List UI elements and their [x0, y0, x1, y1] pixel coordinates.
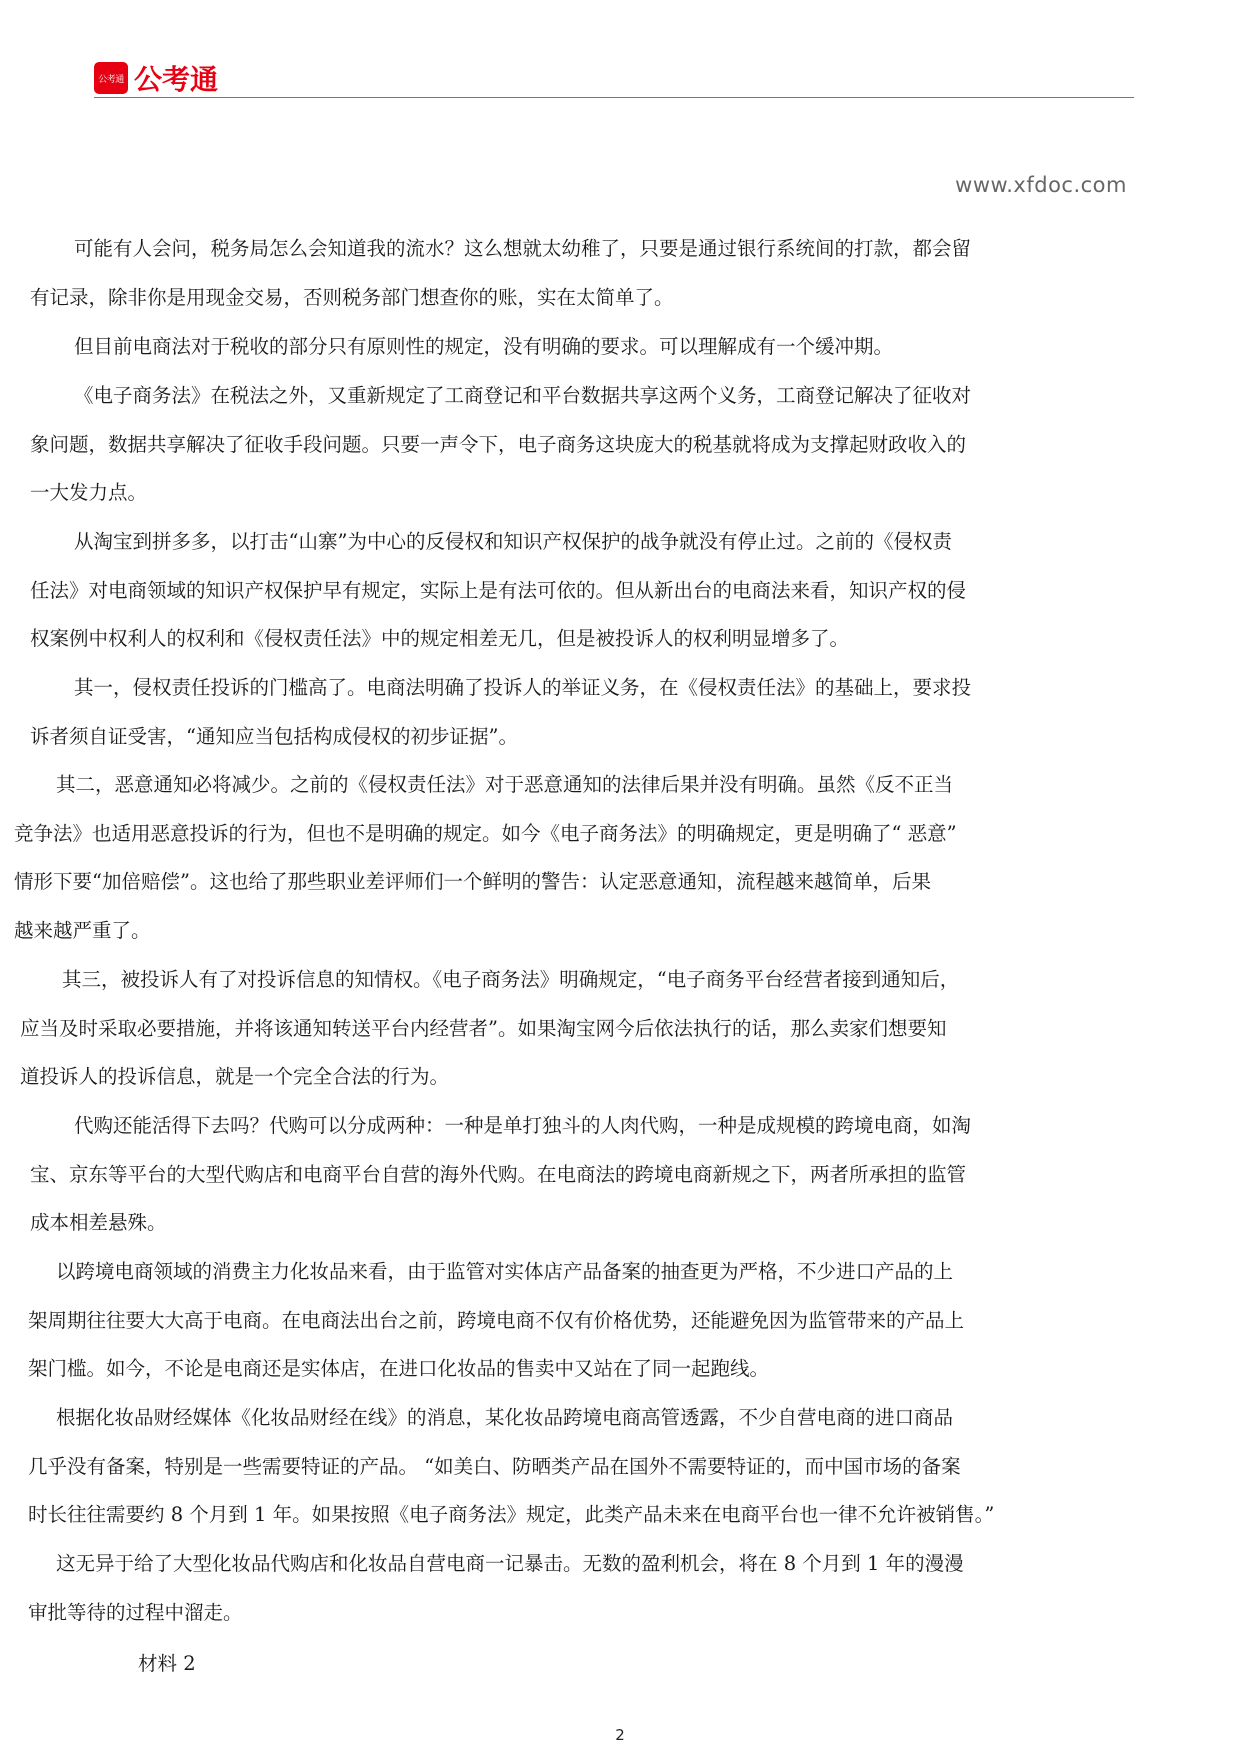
paragraph: [14, 761, 957, 955]
text-line: 从淘宝到拼多多，以打击“山寨”为中心的反侵权和知识产权保护的战争就没有停止过。之前的《侵权责: [74, 530, 952, 553]
text-line: 权案例中权利人的权利和《侵权责任法》中的规定相差无几，但是被投诉人的权利明显增多了。: [30, 627, 850, 650]
text-line: 一大发力点。: [30, 481, 148, 504]
text-line: 道投诉人的投诉信息，就是一个完全合法的行为。: [20, 1065, 450, 1088]
text-line: 宝、京东等平台的大型代购店和电商平台自营的海外代购。在电商法的跨境电商新规之下，两者所承担的监管: [30, 1162, 967, 1186]
paragraph: [30, 372, 972, 518]
page-number: 2: [615, 1726, 625, 1744]
text-line: 架门槛。如今，不论是电商还是实体店，在进口化妆品的售卖中又站在了同一起跑线。: [28, 1357, 770, 1380]
text-line: 材料 2: [138, 1652, 196, 1675]
text-line: 情形下要“加倍赔偿”。这也给了那些职业差评师们一个鲜明的警告：认定恶意通知，流程越来越简单，后果: [14, 870, 931, 893]
text-line: 审批等待的过程中溜走。: [28, 1600, 243, 1624]
brand-header: [94, 58, 218, 98]
text-line: 任法》对电商领域的知识产权保护早有规定，实际上是有法可依的。但从新出台的电商法来看，知识产权的侵: [30, 578, 967, 602]
paragraph: [30, 225, 972, 322]
text-line: 应当及时采取必要措施，并将该通知转送平台内经营者”。如果淘宝网今后依法执行的话，那么卖家们想要知: [20, 1016, 947, 1040]
text-line: 其一，侵权责任投诉的门槛高了。电商法明确了投诉人的举证义务，在《侵权责任法》的基础上，要求投: [74, 676, 972, 699]
paragraph: [30, 664, 972, 761]
logo-badge: 公考通: [94, 62, 128, 94]
logo-text: 公考通: [134, 63, 219, 96]
text-line: 以跨境电商领域的消费主力化妆品来看，由于监管对实体店产品备案的抽查更为严格，不少进口产品的上: [56, 1260, 954, 1283]
text-line: 《电子商务法》在税法之外，又重新规定了工商登记和平台数据共享这两个义务，工商登记解决了征收对: [74, 384, 972, 407]
text-line: 象问题，数据共享解决了征收手段问题。只要一声令下，电子商务这块庞大的税基就将成为支撑起财政收入的: [30, 432, 967, 456]
text-line: 成本相差悬殊。: [30, 1211, 167, 1234]
text-line: 有记录，除非你是用现金交易，否则税务部门想查你的账，实在太简单了。: [30, 285, 674, 309]
text-line: 诉者须自证受害，“通知应当包括构成侵权的初步证据”。: [30, 724, 518, 748]
text-line: 竞争法》也适用恶意投诉的行为，但也不是明确的规定。如今《电子商务法》的明确规定，更是明确了“ 恶意”: [14, 821, 957, 845]
paragraph: [30, 518, 967, 664]
text-line: 越来越严重了。: [14, 918, 151, 942]
text-line: 这无异于给了大型化妆品代购店和化妆品自营电商一记暴击。无数的盈利机会，将在 8 个月到 1 年的漫漫: [56, 1552, 964, 1575]
header-divider: [94, 97, 1134, 98]
paragraph: [28, 1394, 995, 1540]
text-line: 其三，被投诉人有了对投诉信息的知情权。《电子商务法》明确规定，“电子商务平台经营者接到通知后，: [62, 968, 960, 991]
text-line: 时长往往需要约 8 个月到 1 年。如果按照《电子商务法》规定，此类产品未来在电商平台也一律不允许被销售。”: [28, 1503, 995, 1526]
text-line: 但目前电商法对于税收的部分只有原则性的规定，没有明确的要求。可以理解成有一个缓冲期。: [74, 335, 894, 358]
paragraph: [74, 323, 893, 372]
site-url: www.xfdoc.com: [955, 173, 1127, 197]
paragraph: [20, 956, 960, 1102]
paragraph: [28, 1540, 964, 1637]
text-line: 其二，恶意通知必将减少。之前的《侵权责任法》对于恶意通知的法律后果并没有明确。虽然《反不正当: [56, 773, 954, 796]
section-label: [138, 1640, 196, 1689]
paragraph: [28, 1248, 965, 1394]
text-line: 根据化妆品财经媒体《化妆品财经在线》的消息，某化妆品跨境电商高管透露，不少自营电商的进口商品: [56, 1406, 954, 1429]
text-line: 代购还能活得下去吗？代购可以分成两种：一种是单打独斗的人肉代购，一种是成规模的跨境电商，如淘: [74, 1114, 972, 1137]
text-line: 架周期往往要大大高于电商。在电商法出台之前，跨境电商不仅有价格优势，还能避免因为监管带来的产品上: [28, 1308, 965, 1332]
paragraph: [30, 1102, 972, 1248]
text-line: 几乎没有备案，特别是一些需要特证的产品。 “如美白、防晒类产品在国外不需要特证的，而中国市场的备案: [28, 1454, 961, 1478]
text-line: 可能有人会问，税务局怎么会知道我的流水？这么想就太幼稚了，只要是通过银行系统间的打款，都会留: [74, 237, 972, 260]
